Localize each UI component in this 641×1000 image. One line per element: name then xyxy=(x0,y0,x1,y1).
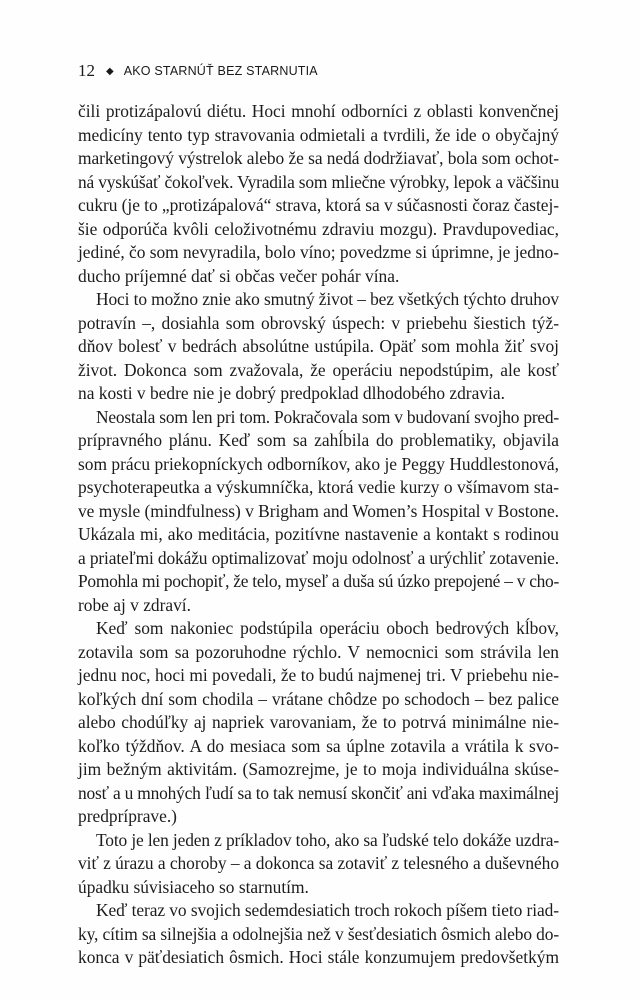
text-line: Keď som nakoniec podstúpila operáciu oboch bedrových kĺbov, xyxy=(96,618,559,638)
text-line: život. Dokonca som zvažovala, že operáciu nepodstúpim, ale kosť xyxy=(78,359,559,380)
text-line: zotavila som sa pozoruhodne rýchlo. V nemocnici som strávila len xyxy=(78,641,559,662)
text-line: Keď teraz vo svojich sedemdesiatich troch rokoch píšem tieto riad- xyxy=(96,900,559,920)
text-line: medicíny tento typ stravovania odmietali a tvrdili, že ide o obyčajný xyxy=(78,124,559,145)
text-line: šie odporúča kvôli celoživotnému zdraviu mozgu). Pravdupovediac, xyxy=(78,218,559,239)
text-line: ná vyskúšať čokoľvek. Vyradila som mliečne výrobky, lepok a väčšinu xyxy=(78,171,559,192)
text-line: jim bežným aktivitám. (Samozrejme, je to moja individuálna skúse- xyxy=(78,759,559,779)
text-line: koľko týždňov. A do mesiaca som sa úplne zotavila a vrátila k svo- xyxy=(78,735,559,756)
text-line: konca v päťdesiatich ôsmich. Hoci stále konzumujem predovšetkým xyxy=(78,947,559,967)
text-line: potravín –, dosiahla som obrovský úspech: v priebehu šiestich týž- xyxy=(78,312,559,333)
body-text xyxy=(78,100,559,970)
text-line: ducho príjemné dať si občas večer pohár vína. xyxy=(78,265,400,286)
text-line: čili protizápalovú diétu. Hoci mnohí odborníci z oblasti konvenčnej xyxy=(78,101,559,121)
text-line: úpadku súvisiaceho so starnutím. xyxy=(78,876,309,897)
text-line: Ukázala mi, ako meditácia, pozitívne nastavenie a kontakt s rodinou xyxy=(78,524,559,544)
text-line: viť z úrazu a choroby – a dokonca sa zotaviť z telesného a duševného xyxy=(78,853,559,873)
text-line: Pomohla mi pochopiť, že telo, myseľ a duša sú úzko prepojené – v cho- xyxy=(78,571,559,591)
text-line: nosť a u mnohých ľudí sa to tak nemusí skončiť ani vďaka maximálnej xyxy=(78,782,559,803)
text-line: na kosti v bedre nie je dobrý predpoklad dlhodobého zdravia. xyxy=(78,383,505,403)
text-line: Toto je len jeden z príkladov toho, ako sa ľudské telo dokáže uzdra- xyxy=(96,829,559,850)
text-line: jednu noc, hoci mi povedali, že to budú najmenej tri. V priebehu nie- xyxy=(78,665,559,685)
text-line: ky, cítim sa silnejšia a odolnejšia než v šesťdesiatich ôsmich alebo do- xyxy=(78,923,559,944)
text-line: Hoci to možno znie ako smutný život – bez všetkých týchto druhov xyxy=(96,289,559,309)
running-header xyxy=(78,60,318,82)
text-line: cukru (je to „protizápalová“ strava, ktorá sa v súčasnosti čoraz častej- xyxy=(78,195,559,215)
text-line: a priateľmi dokážu optimalizovať moju odolnosť a urýchliť zotavenie. xyxy=(78,547,559,568)
text-line: marketingový výstrelok alebo že sa nedá dodržiavať, bola som ochot- xyxy=(78,148,559,168)
text-line: ve mysle (mindfulness) v Brigham and Women’s Hospital v Bostone. xyxy=(78,500,559,521)
text-line: psychoterapeutka a výskumníčka, ktorá vedie kurzy o všímavom sta- xyxy=(78,477,559,497)
text-line: robe aj v zdraví. xyxy=(78,594,191,615)
text-line: jediné, čo som nevyradila, bolo víno; povedzme si úprimne, je jedno- xyxy=(78,242,559,262)
page-number: 12 xyxy=(78,61,95,80)
text-line: koľkých dní som chodila – vrátane chôdze po schodoch – bez palice xyxy=(78,688,559,709)
text-line: som prácu priekopníckych odborníkov, ako je Peggy Huddlestonová, xyxy=(78,453,559,474)
text-line: Neostala som len pri tom. Pokračovala som v budovaní svojho pred- xyxy=(96,406,559,427)
text-line: dňov bolesť v bedrách absolútne ustúpila. Opäť som mohla žiť svoj xyxy=(78,336,559,356)
text-line: alebo chodúľky aj napriek varovaniam, že to potrvá minimálne nie- xyxy=(78,712,559,732)
text-line: prípravného plánu. Keď som sa zahĺbila do problematiky, objavila xyxy=(78,430,559,450)
diamond-separator-icon: ◆ xyxy=(106,65,114,77)
running-title: AKO STARNÚŤ BEZ STARNUTIA xyxy=(123,64,318,78)
text-line: predpríprave.) xyxy=(78,806,177,826)
